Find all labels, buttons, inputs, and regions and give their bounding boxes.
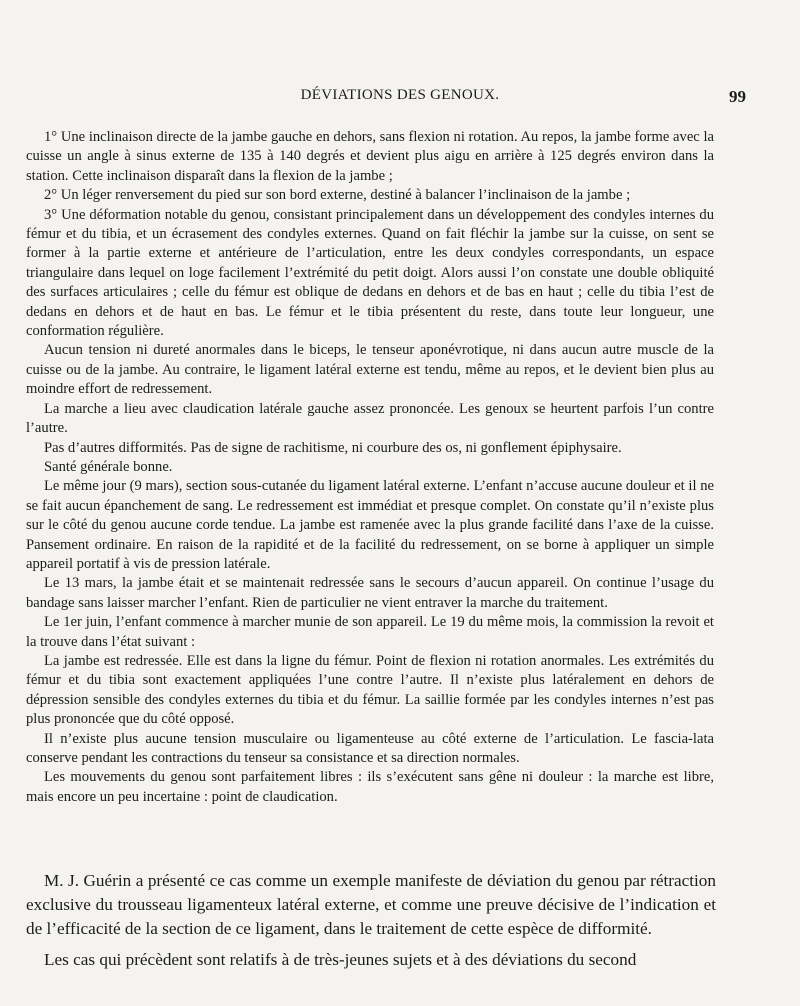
paragraph: Il n’existe plus aucune tension musculaire ou ligamenteuse au côté externe de l’articulation. Le fascia-lata conserve pendant les contractions du tenseur sa consistance et sa direction normales.: [26, 730, 714, 766]
page-header: [40, 87, 760, 113]
paragraph: Le même jour (9 mars), section sous-cutanée du ligament latéral externe. L’enfant n’accuse aucune douleur et il ne se fait aucun épanchement de sang. Le redressement est immédiat et presque complet. On constate qu’il n’existe plus sur le côté du genou aucune corde tendue. La jambe est ramenée avec la plus grande facilité dans l’axe de la cuisse. Pansement ordinaire. En raison de la rapidité et de la facilité du redressement, on se borne à appliquer un simple appareil portatif à vis de pression latérale.: [26, 478, 714, 572]
paragraph: Les cas qui précèdent sont relatifs à de très-jeunes sujets et à des déviations du second: [44, 949, 637, 969]
paragraph: Le 1er juin, l’enfant commence à marcher munie de son appareil. Le 19 du même mois, la commission la revoit et la trouve dans l’état suivant :: [26, 614, 714, 650]
paragraph: 1° Une inclinaison directe de la jambe gauche en dehors, sans flexion ni rotation. Au repos, la jambe forme avec la cuisse un angle à sinus externe de 135 à 140 degrés et devient plus aigu en arrière à 125 degrés environ dans la station. Cette inclinaison disparaît dans la flexion de la jambe ;: [26, 129, 714, 184]
paragraph: Pas d’autres difformités. Pas de signe de rachitisme, ni courbure des os, ni gonflement épiphysaire.: [44, 439, 622, 456]
paragraph: M. J. Guérin a présenté ce cas comme un exemple manifeste de déviation du genou par rétraction exclusive du trousseau ligamenteux latéral externe, et comme une preuve décisive de l’indication et de l’efficacité de la section de ce ligament, dans le traitement de cette espèce de difformité.: [26, 871, 716, 939]
paragraph: 2° Un léger renversement du pied sur son bord externe, destiné à balancer l’inclinaison de la jambe ;: [44, 187, 631, 204]
paragraph: La jambe est redressée. Elle est dans la ligne du fémur. Point de flexion ni rotation anormales. Les extrémités du fémur et du tibia sont exactement appliquées l’une contre l’autre. Il n’existe plus latéralement en dehors de dépression sensible des condyles externes du tibia et du fémur. La saillie formée par les condyles internes n’est pas plus prononcée que du côté opposé.: [26, 652, 714, 728]
observation-text: [26, 128, 714, 807]
commentary-text: [26, 869, 716, 978]
paragraph: Santé générale bonne.: [44, 458, 173, 475]
running-title: DÉVIATIONS DES GENOUX.: [300, 87, 500, 103]
paragraph: Le 13 mars, la jambe était et se maintenait redressée sans le secours d’aucun appareil. On continue l’usage du bandage sans laisser marcher l’enfant. Rien de particulier ne vient entraver la marche du traitement.: [26, 575, 714, 611]
paragraph: Aucun tension ni dureté anormales dans le biceps, le tenseur aponévrotique, ni dans aucun autre muscle de la cuisse ou de la jambe. Au contraire, le ligament latéral externe est tendu, même au repos, et le devient bien plus au moindre effort de redressement.: [26, 342, 714, 398]
paragraph: Les mouvements du genou sont parfaitement libres : ils s’exécutent sans gêne ni douleur : la marche est libre, mais encore un peu incertaine : point de claudication.: [26, 769, 714, 805]
page-number: 99: [729, 87, 746, 106]
paragraph: 3° Une déformation notable du genou, consistant principalement dans un développement des condyles internes du fémur et du tibia, et un écrasement des condyles externes. Quand on fait fléchir la jambe sur la cuisse, on sent se former à la partie externe et antérieure de l’articulation, entre les deux condyles correspondants, un espace triangulaire dans lequel on loge facilement l’extrémité du petit doigt. Alors aussi l’on constate une double obliquité des surfaces articulaires ; celle du fémur est oblique de dedans en dehors et de bas en haut ; celle du tibia l’est de dedans en dehors et de haut en bas. Le fémur et le tibia présentent du reste, dans toute leur longueur, une conformation régulière.: [26, 206, 714, 340]
paragraph: La marche a lieu avec claudication latérale gauche assez prononcée. Les genoux se heurtent parfois l’un contre l’autre.: [26, 400, 714, 437]
